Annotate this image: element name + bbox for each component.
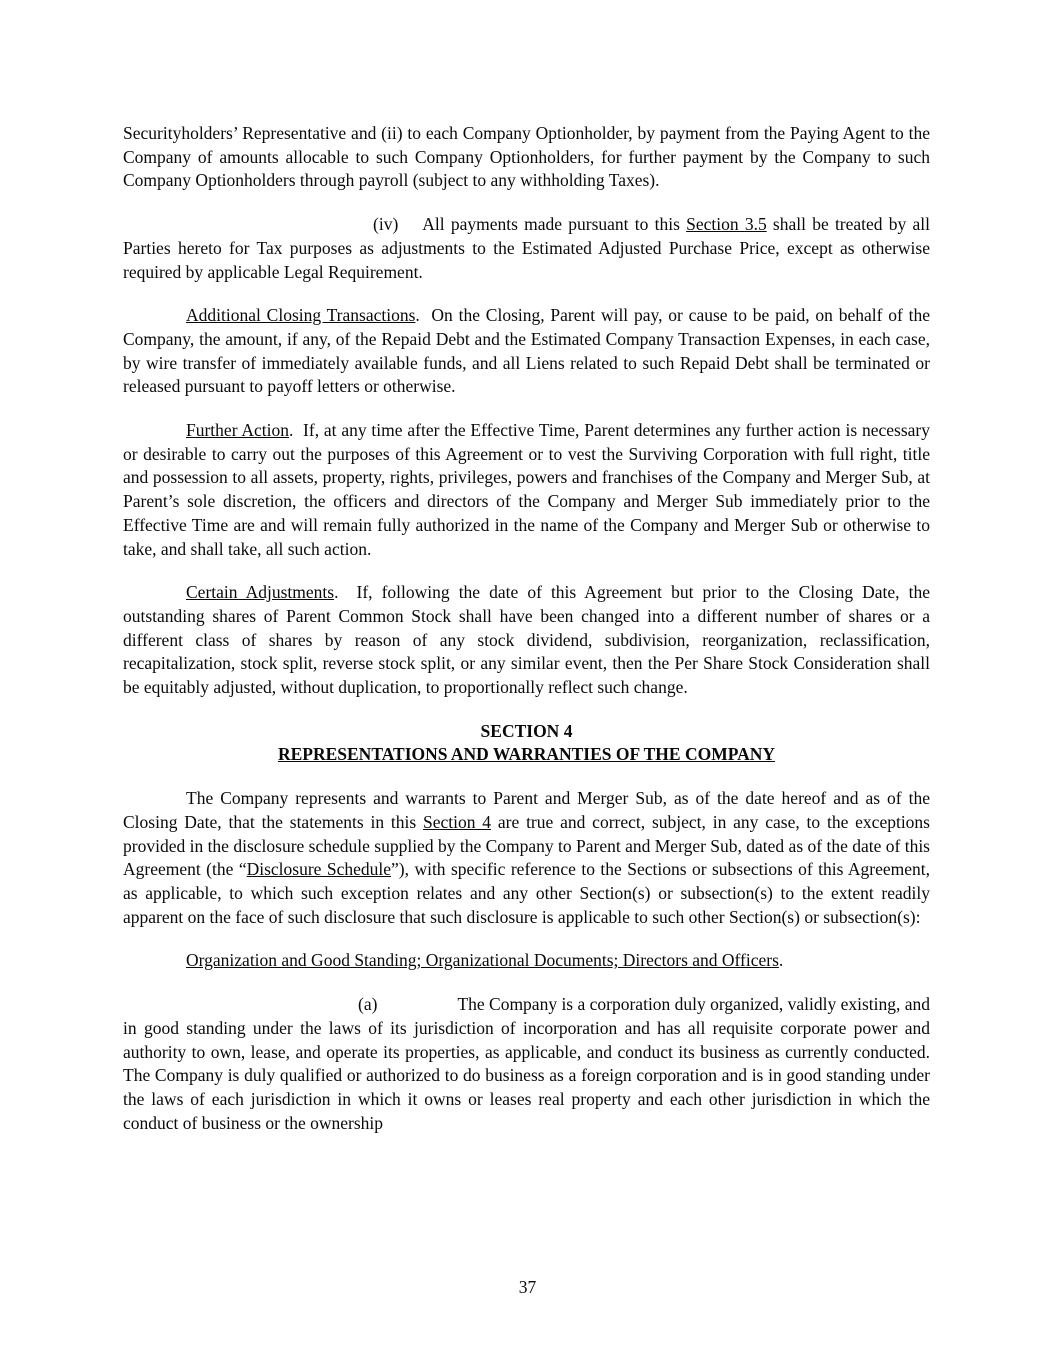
clause-a-paragraph <box>123 993 939 1135</box>
text-segment: Organization and Good Standing; Organizational Documents; Directors and Officers <box>186 950 779 971</box>
text-segment: ”), with specific reference to the Sections or subsections of this Agreement, as applicable, to which such exception relates and any other Section(s) or subsection(s) to the extent readily apparent on the face of such disclosure that such disclosure is applicable to such other Section(s) or subsection(s): <box>123 859 935 927</box>
text-segment: . If, following the date of this Agreement but prior to the Closing Date, the outstanding shares of Parent Common Stock shall have been changed into a different number of shares or a different class of shares by reason of any stock dividend, subdivision, reorganization, reclassification, recapitalization, stock split, reverse stock split, or any similar event, then the Per Share Stock Consideration shall be equitably adjusted, without duplication, to proportionally reflect such change. <box>123 582 935 698</box>
clause-iv-paragraph <box>123 213 935 284</box>
text-segment: SECTION 4 <box>480 720 573 741</box>
text-segment: . <box>778 950 784 971</box>
text-segment: (iv) <box>373 214 399 235</box>
text-segment: REPRESENTATIONS AND WARRANTIES OF THE COMPANY <box>277 744 776 765</box>
page-number: 37 <box>518 1277 537 1297</box>
text-segment: . On the Closing, Parent will pay, or cause to be paid, on behalf of the Company, the amount, if any, of the Repaid Debt and the Estimated Company Transaction Expenses, in each case, by wire transfer of immediately available funds, and all Liens related to such Repaid Debt shall be terminated or released pursuant to payoff letters or otherwise. <box>123 305 935 397</box>
further-action-paragraph <box>123 419 935 561</box>
document-body <box>123 122 939 1155</box>
text-segment: The Company represents and warrants to Parent and Merger Sub, as of the date hereof and as of the Closing Date, that the statements in this <box>123 788 935 832</box>
text-segment: shall be treated by all Parties hereto for Tax purposes as adjustments to the Estimated Adjusted Purchase Price, except as otherwise required by applicable Legal Requirement. <box>123 214 935 282</box>
text-segment: Further Action <box>186 420 290 441</box>
text-segment: (a) <box>358 994 378 1015</box>
text-segment: The Company is a corporation duly organized, validly existing, and in good standing under the laws of its jurisdiction of incorporation and has all requisite corporate power and authority to own, lease, and operate its properties, as applicable, and conduct its business as currently conducted. The Company is duly qualified or authorized to do business as a foreign corporation and is in good standing under the laws of each jurisdiction in which it owns or leases real property and each other jurisdiction in which the conduct of business or the ownership <box>123 994 939 1133</box>
organization-good-standing-heading <box>123 949 930 973</box>
text-segment: Additional Closing Transactions <box>186 305 416 326</box>
section-4-title <box>123 720 930 744</box>
additional-closing-transactions-paragraph <box>123 304 935 399</box>
text-segment: Section 3.5 <box>686 214 767 235</box>
text-segment: Section 4 <box>423 811 492 832</box>
company-representations-paragraph <box>123 787 935 929</box>
text-segment: Certain Adjustments <box>186 582 335 603</box>
continuation-paragraph <box>123 122 935 193</box>
text-segment: All payments made pursuant to this <box>422 214 687 235</box>
text-segment: Disclosure Schedule <box>246 859 392 880</box>
certain-adjustments-paragraph <box>123 581 935 700</box>
text-segment: Securityholders’ Representative and (ii) to each Company Optionholder, by payment from the Paying Agent to the Company of amounts allocable to such Company Optionholders, for further payment by the Company to such Company Optionholders through payroll (subject to any withholding Taxes). <box>123 123 935 191</box>
text-segment: are true and correct, subject, in any case, to the exceptions provided in the disclosure schedule supplied by the Company to Parent and Merger Sub, dated as of the date of this Agreement (the “ <box>123 811 935 880</box>
text-segment: . If, at any time after the Effective Time, Parent determines any further action is necessary or desirable to carry out the purposes of this Agreement or to vest the Surviving Corporation with full right, title and possession to all assets, property, rights, privileges, powers and franchises of the Company and Merger Sub, at Parent’s sole discretion, the officers and directors of the Company and Merger Sub immediately prior to the Effective Time are and will remain fully authorized in the name of the Company and Merger Sub or otherwise to take, and shall take, all such action. <box>123 420 935 559</box>
section-4-subtitle <box>123 743 930 767</box>
